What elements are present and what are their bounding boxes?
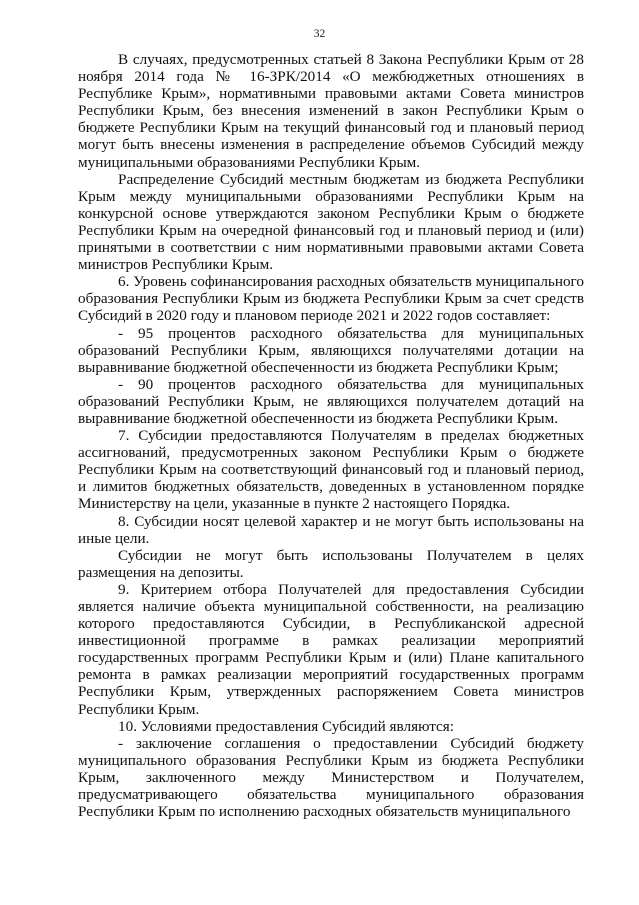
paragraph-budget-changes: В случаях, предусмотренных статьей 8 Закона Республики Крым от 28 ноября 2014 года № 16-ЗРК/2014 «О межбюджетных отношениях в Республике Крым», нормативными правовыми актами Совета министров Республики Крым, без внесения изменений в закон Республики Крым о бюджете Республики Крым на текущий финансовый год и плановый период могут быть внесены изменения в распределение объемов Субсидий между муниципальными образованиями Республики Крым. (78, 51, 584, 171)
paragraph-deposit-restriction: Субсидии не могут быть использованы Получателем в целях размещения на депозиты. (78, 546, 584, 581)
document-body (78, 51, 584, 820)
paragraph-item-8: 8. Субсидии носят целевой характер и не могут быть использованы на иные цели. (78, 512, 584, 547)
paragraph-item-7: 7. Субсидии предоставляются Получателям в пределах бюджетных ассигнований, предусмотренных законом Республики Крым о бюджете Республики Крым на соответствующий финансовый год и плановый период, и лимитов бюджетных обязательств, доведенных в установленном порядке Министерству на цели, указанные в пункте 2 настоящего Порядка. (78, 427, 584, 513)
list-item-90-percent: - 90 процентов расходного обязательства для муниципальных образований Республики Крым, не являющихся получателем дотаций на выравнивание бюджетной обеспеченности из бюджета Республики Крым. (78, 375, 584, 427)
page-number: 32 (313, 28, 326, 40)
paragraph-item-9: 9. Критерием отбора Получателей для предоставления Субсидии является наличие объекта муниципальной собственности, на реализацию которого предоставляются Субсидии, в Республиканской адресной инвестиционной программе в рамках реализации мероприятий государственных программ Республики Крым и (или) Плане капитального ремонта в рамках реализации мероприятий государственных программ Республики Крым, утвержденных распоряжением Совета министров Республики Крым. (78, 580, 584, 718)
paragraph-item-6: 6. Уровень софинансирования расходных обязательств муниципального образования Республики Крым из бюджета Республики Крым за счет средств Субсидий в 2020 году и плановом периоде 2021 и 2022 годов составляет: (78, 273, 584, 325)
paragraph-subsidy-distribution: Распределение Субсидий местным бюджетам из бюджета Республики Крым между муниципальными образованиями Республики Крым на конкурсной основе утверждаются законом Республики Крым о бюджете Республики Крым на очередной финансовый год и плановый период и (или) принятыми в соответствии с ним нормативными правовыми актами Совета министров Республики Крым. (78, 170, 584, 274)
list-item-95-percent: - 95 процентов расходного обязательства для муниципальных образований Республики Крым, являющихся получателями дотации на выравнивание бюджетной обеспеченности из бюджета Республики Крым; (78, 324, 584, 376)
list-item-agreement: - заключение соглашения о предоставлении Субсидий бюджету муниципального образования Республики Крым из бюджета Республики Крым, заключенного между Министерством и Получателем, предусматривающего обязательства муниципального образования Республики Крым по исполнению расходных обязательств муниципального (78, 734, 584, 821)
paragraph-item-10: 10. Условиями предоставления Субсидий являются: (118, 717, 454, 735)
